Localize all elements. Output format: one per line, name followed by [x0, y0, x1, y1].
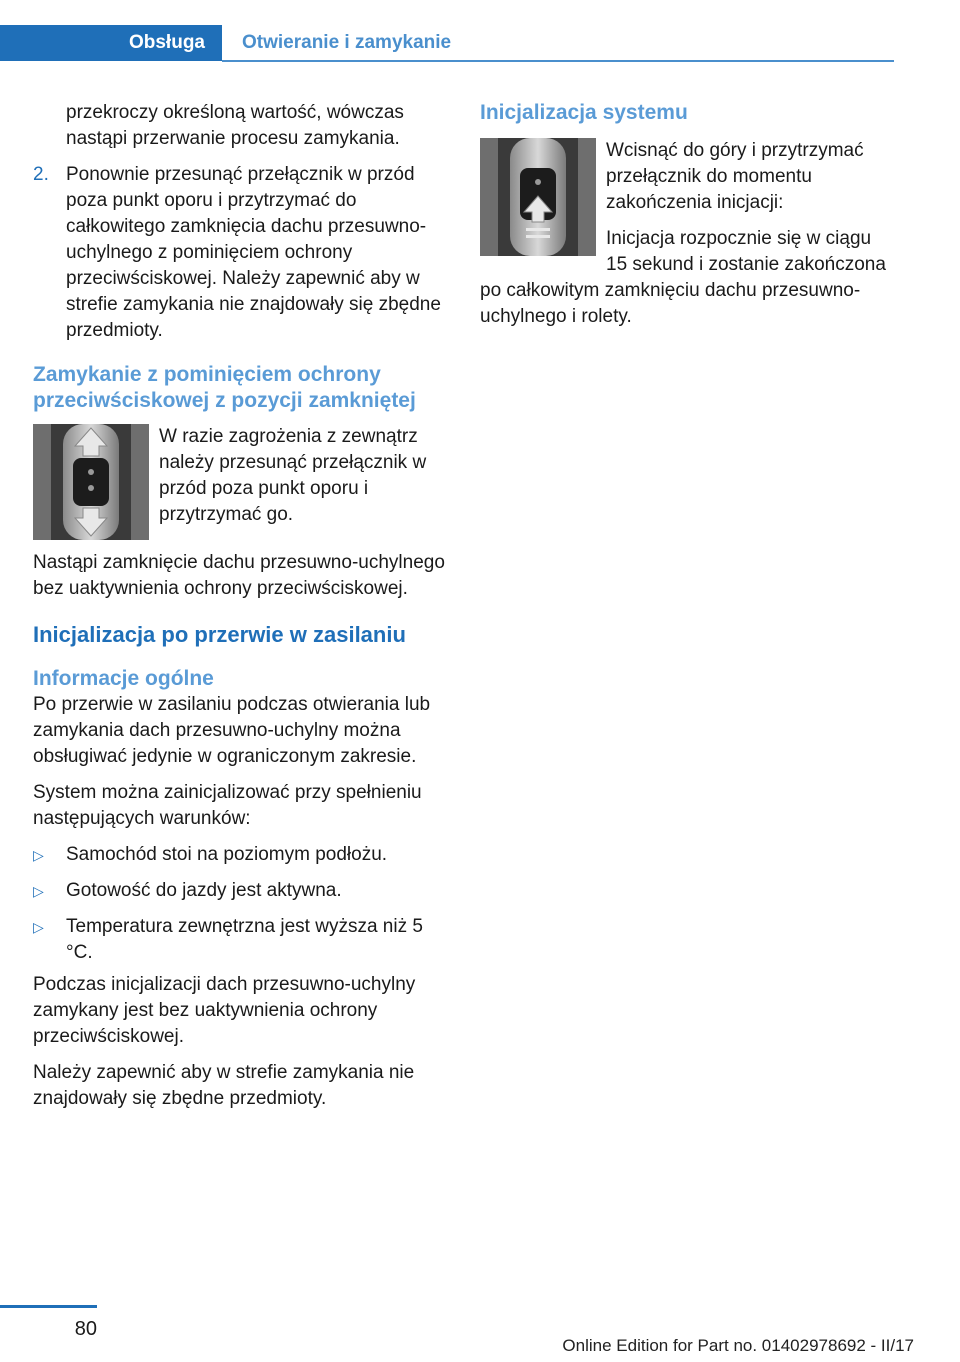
edition-line: Online Edition for Part no. 01402978692 - II/17	[562, 1336, 914, 1355]
switch-up-image	[480, 138, 596, 256]
general-para-2: System można zainicjalizować przy spełnieniu następujących warunków:	[33, 782, 422, 829]
condition-text: Temperatura zewnętrzna jest wyższa niż 5 °C.	[66, 916, 423, 963]
switch-press-up-illustration	[480, 138, 596, 256]
step-number: 2.	[33, 164, 49, 185]
general-para-3: Podczas inicjalizacji dach przesuwno-uchylny zamykany jest bez uaktywnienia ochrony przeciwściskowej.	[33, 974, 416, 1047]
override-result: Nastąpi zamknięcie dachu przesuwno-uchylnego bez uaktywnienia ochrony przeciwściskowej.	[33, 552, 445, 599]
override-instruction: W razie zagrożenia z zewnątrz należy przesunąć przełącznik w przód poza punkt oporu i przytrzymać go.	[159, 426, 427, 525]
left-column	[33, 100, 449, 1122]
init-instruction: Wcisnąć do góry i przytrzymać przełącznik do momentu zakończenia inicjacji:	[606, 140, 864, 213]
section-heading-init: Inicjalizacja po przerwie w zasilaniu	[33, 622, 406, 647]
subheading-general: Informacje ogólne	[33, 667, 214, 690]
triangle-bullet-icon: ▷	[33, 919, 44, 935]
condition-text: Gotowość do jazdy jest aktywna.	[66, 880, 342, 901]
triangle-bullet-icon: ▷	[33, 883, 44, 899]
init-description: Inicjacja rozpocznie się w ciągu 15 sekund i zostanie zakończona po całkowitym zamknięciu dachu przesuwno-uchylnego i rolety.	[480, 228, 886, 327]
right-column	[480, 100, 896, 340]
step-text: Ponownie przesunąć przełącznik w przód poza punkt oporu i przytrzymać do całkowitego zamknięcia dachu przesuwno-uchylnego z pominięciem ochrony przeciwściskowej. Należy zapewnić aby w strefie zamykania nie znajdowały się zbędne przedmioty.	[66, 164, 441, 341]
footer-rule	[0, 1305, 97, 1308]
condition-item	[33, 842, 449, 868]
header-rule	[222, 60, 894, 62]
section-tab: Obsługa	[0, 25, 222, 61]
continued-text: przekroczy określoną wartość, wówczas nastąpi przerwanie procesu zamykania.	[66, 102, 404, 149]
general-para-4: Należy zapewnić aby w strefie zamykania nie znajdowały się zbędne przedmioty.	[33, 1062, 415, 1109]
chapter-tab: Otwieranie i zamykanie	[242, 32, 452, 53]
section-heading-system-init: Inicjalizacja systemu	[480, 101, 688, 124]
general-para-1: Po przerwie w zasilaniu podczas otwierania lub zamykania dach przesuwno-uchylny można obsługiwać jedynie w ograniczonym zakresie.	[33, 694, 431, 767]
step-2	[33, 162, 449, 344]
condition-item	[33, 878, 449, 904]
page-header	[0, 0, 960, 64]
page-number: 80	[74, 1318, 97, 1340]
condition-item	[33, 914, 449, 966]
override-figure-block	[33, 424, 449, 550]
triangle-bullet-icon: ▷	[33, 847, 44, 863]
init-figure-block	[480, 138, 896, 330]
switch-forward-back-illustration	[33, 424, 149, 540]
condition-text: Samochód stoi na poziomym podłożu.	[66, 844, 388, 865]
switch-image	[33, 424, 149, 540]
section-heading-override: Zamykanie z pominięciem ochrony przeciwściskowej z pozycji zamkniętej	[33, 363, 416, 412]
